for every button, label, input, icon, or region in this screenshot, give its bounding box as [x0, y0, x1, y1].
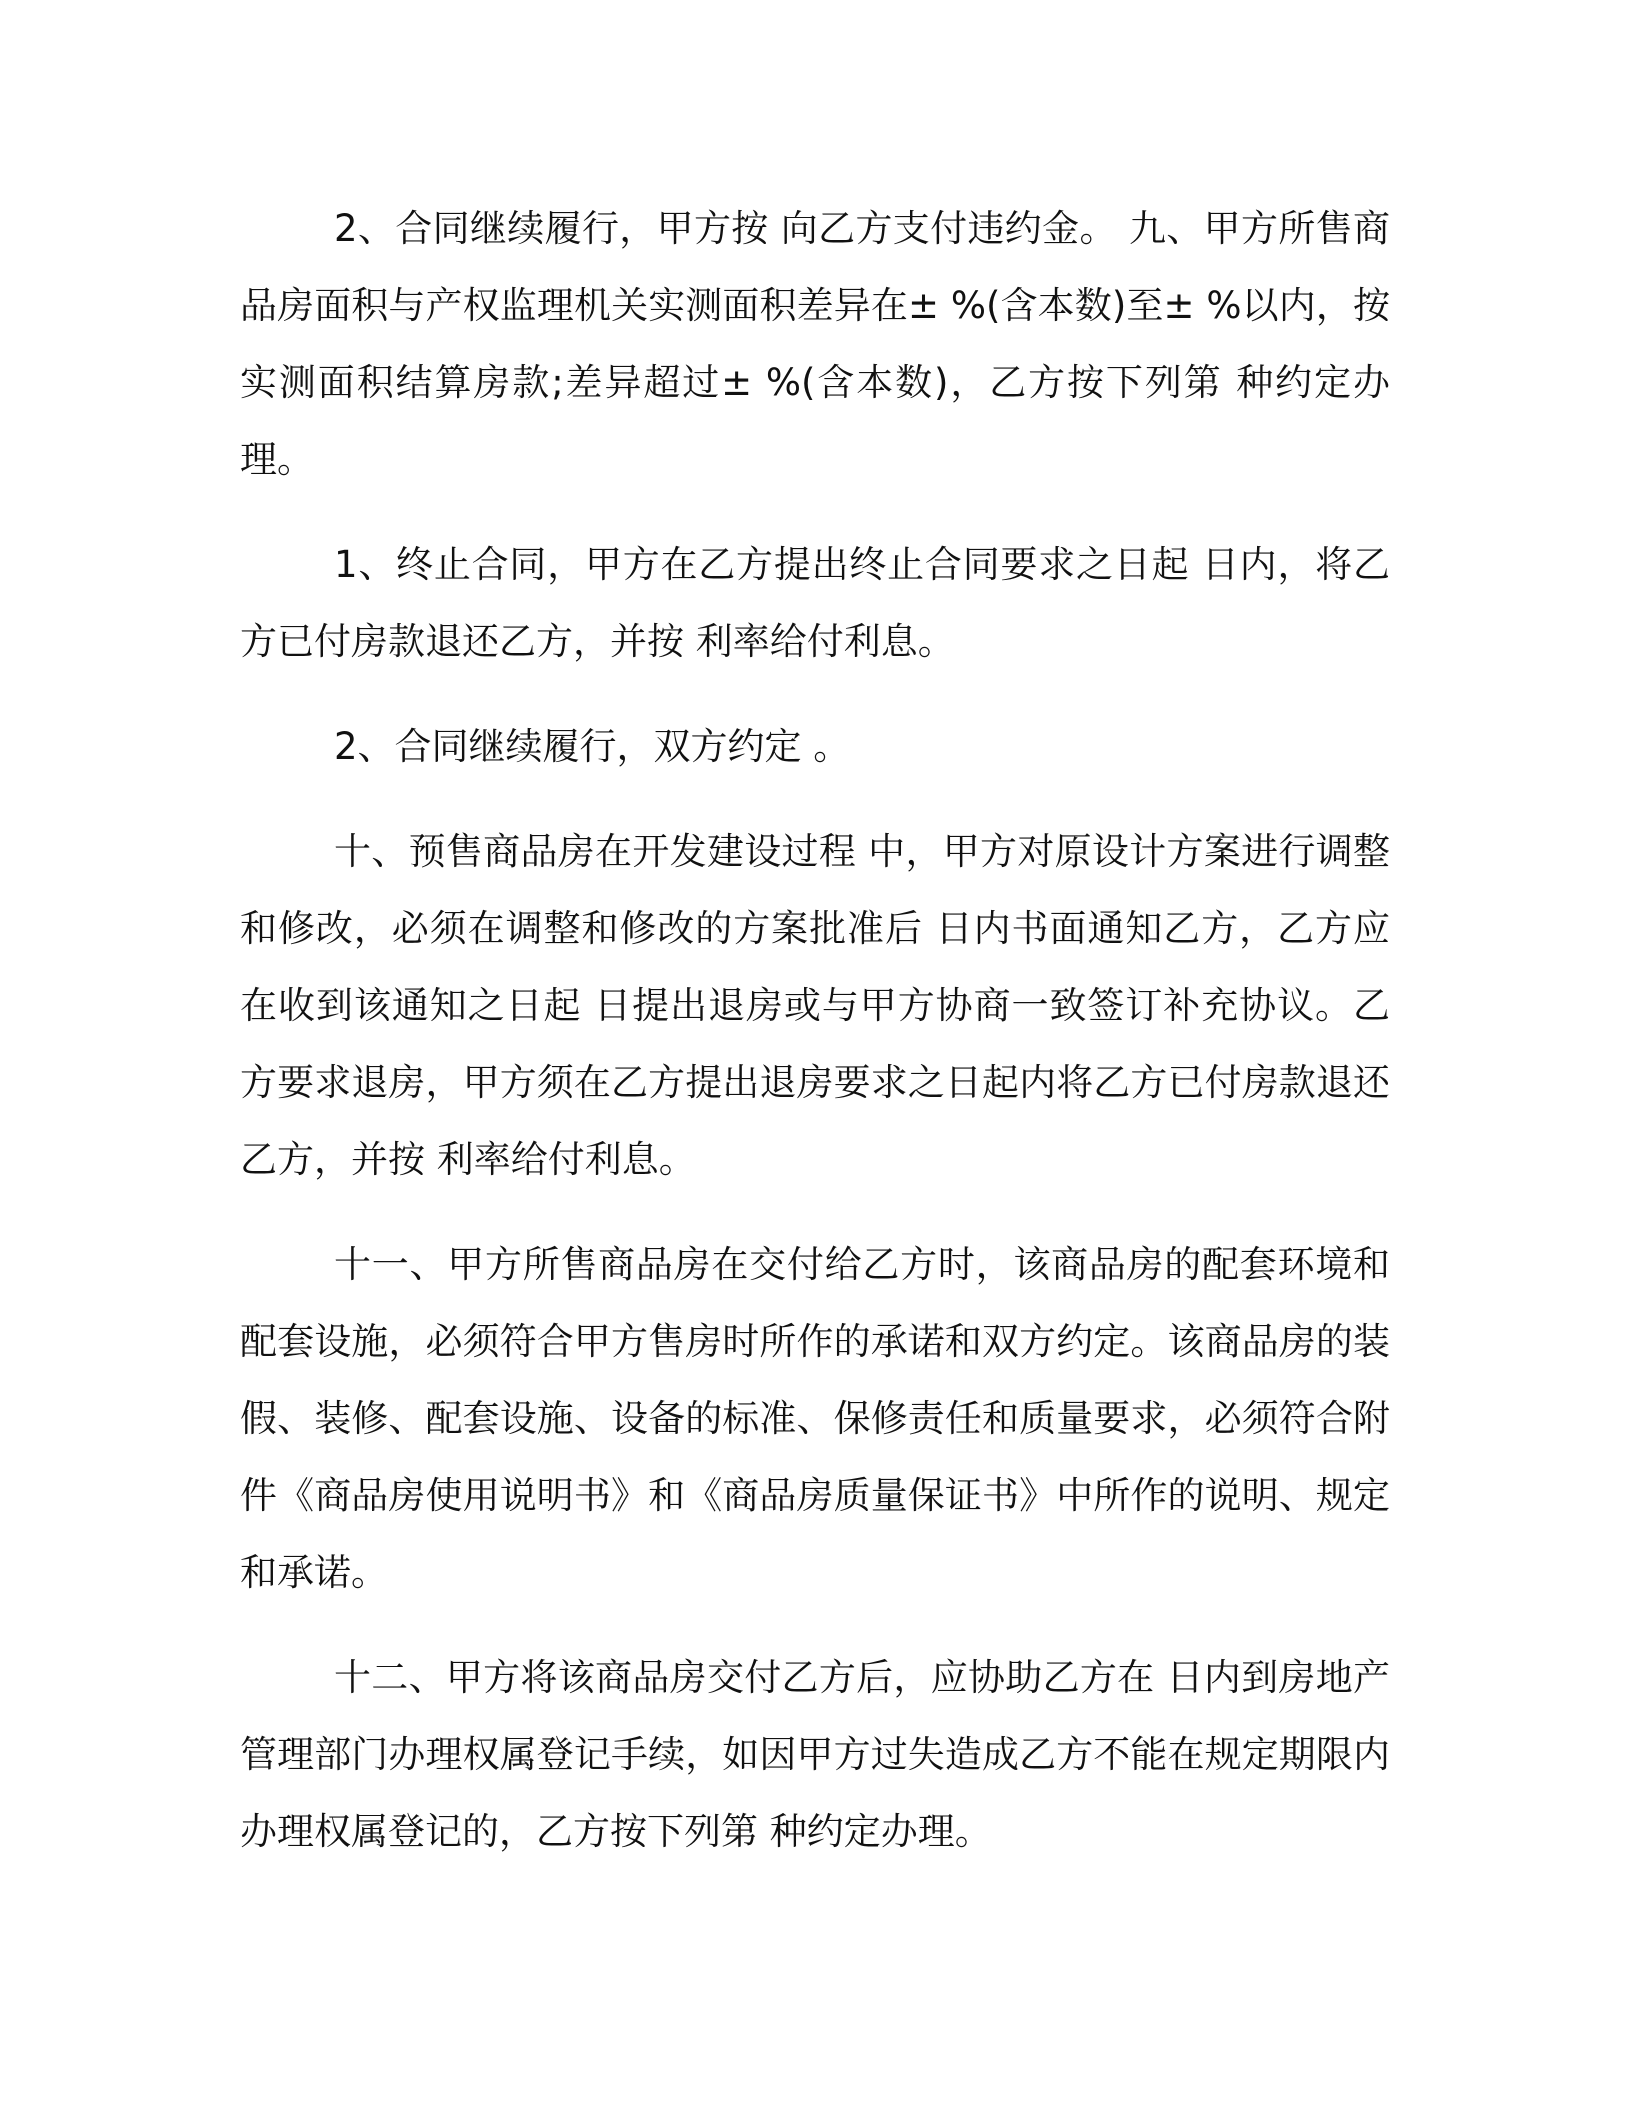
paragraph-article-eleven: 十一、甲方所售商品房在交付给乙方时，该商品房的配套环境和配套设施，必须符合甲方售房时所作的承诺和双方约定。该商品房的装假、装修、配套设施、设备的标准、保修责任和质量要求，必须符合附件《商品房使用说明书》和《商品房质量保证书》中所作的说明、规定和承诺。	[240, 1243, 1390, 1594]
paragraph-article-twelve: 十二、甲方将该商品房交付乙方后，应协助乙方在 日内到房地产管理部门办理权属登记手续，如因甲方过失造成乙方不能在规定期限内办理权属登记的，乙方按下列第 种约定办理。	[240, 1656, 1390, 1853]
paragraph-breach-continue-and-area-difference: 2、合同继续履行，甲方按 向乙方支付违约金。 九、甲方所售商品房面积与产权监理机关实测面积差异在± %(含本数)至± %以内，按实测面积结算房款;差异超过± %(含本数)，乙方按下列第 种约定办理。	[240, 207, 1390, 481]
document-body	[240, 190, 1390, 1898]
paragraph-terminate-contract: 1、终止合同，甲方在乙方提出终止合同要求之日起 日内，将乙方已付房款退还乙方，并按 利率给付利息。	[240, 543, 1390, 663]
paragraph-continue-contract: 2、合同继续履行，双方约定 。	[334, 725, 851, 768]
paragraph-article-ten: 十、预售商品房在开发建设过程 中，甲方对原设计方案进行调整和修改，必须在调整和修改的方案批准后 日内书面通知乙方，乙方应在收到该通知之日起 日提出退房或与甲方协商一致签订补充协议。乙方要求退房，甲方须在乙方提出退房要求之日起内将乙方已付房款退还乙方，并按 利率给付利息。	[240, 830, 1390, 1181]
